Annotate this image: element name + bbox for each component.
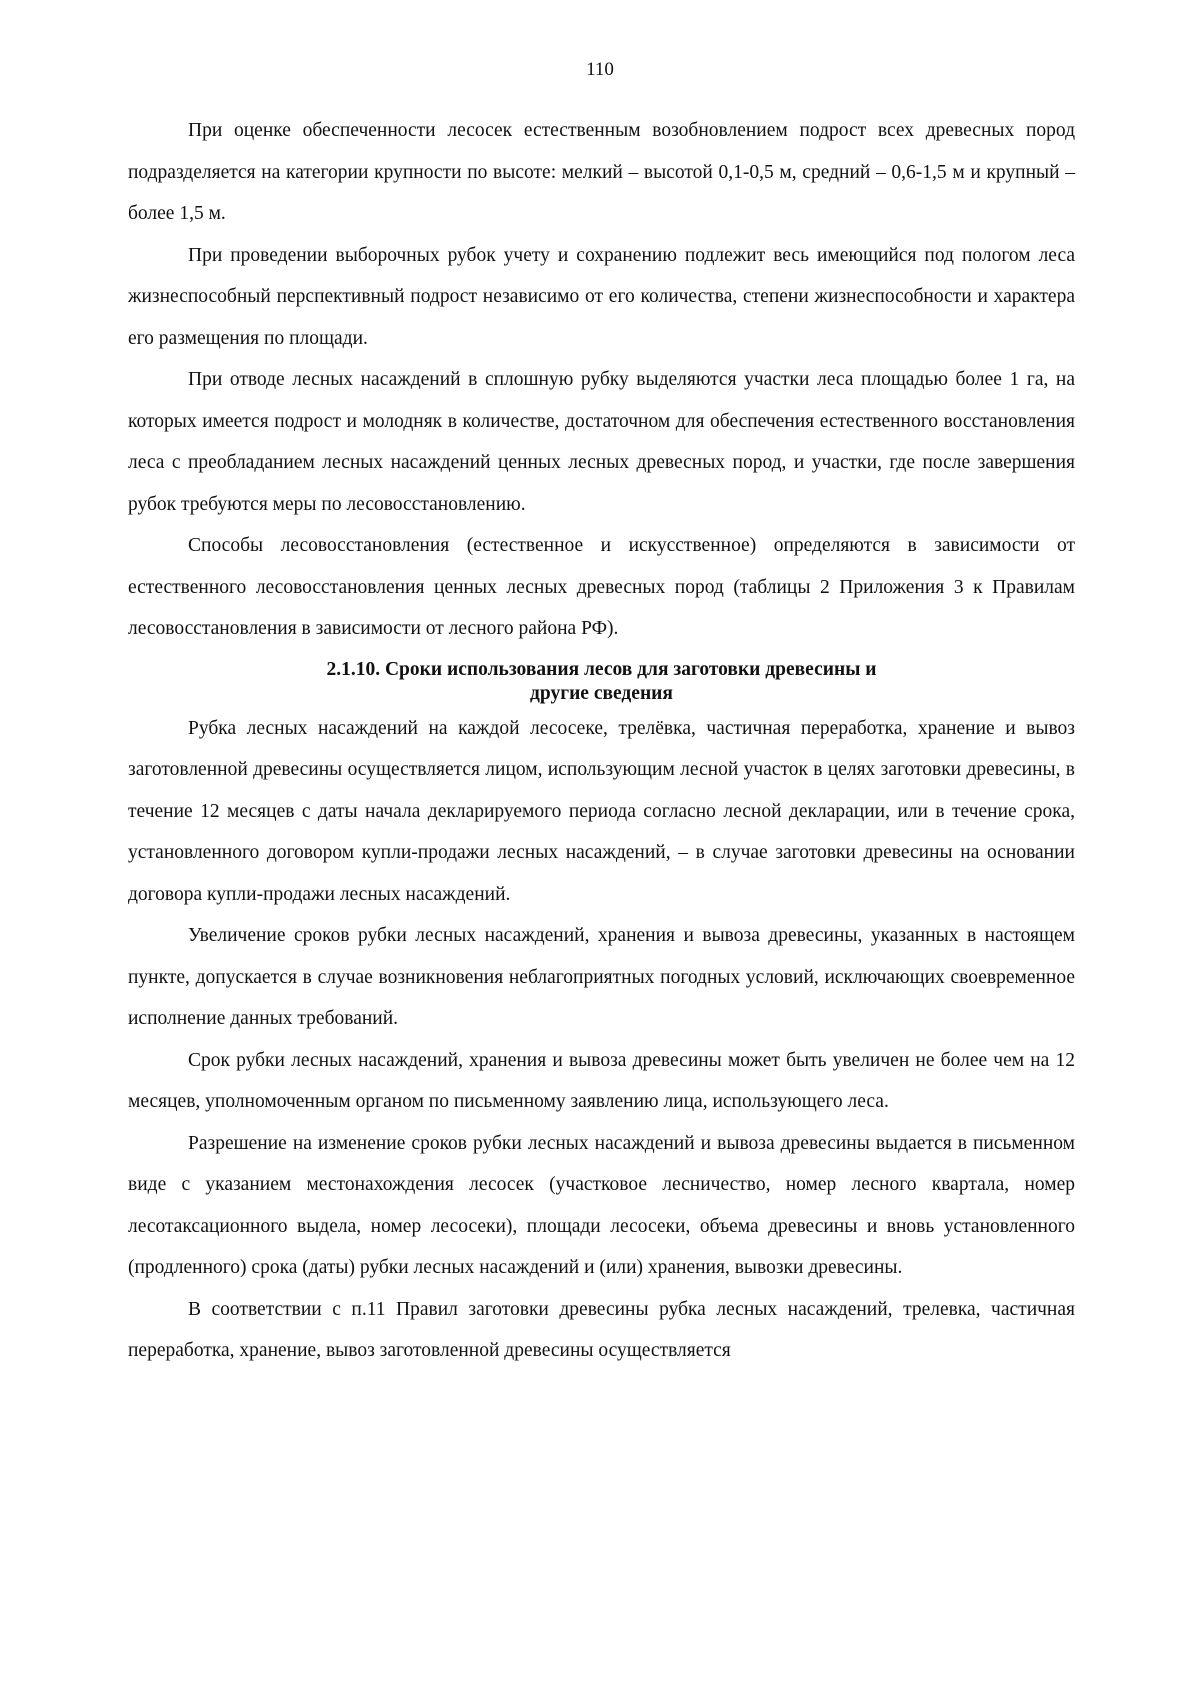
paragraph-rules-reference: В соответствии с п.11 Правил заготовки древесины рубка лесных насаждений, трелевка, частичная переработка, хранение, вывоз заготовленной древесины осуществляется — [128, 1298, 1075, 1361]
section-heading-line-1: 2.1.10. Сроки использования лесов для заготовки древесины и — [326, 658, 877, 680]
paragraph-term-extension-weather: Увеличение сроков рубки лесных насаждений, хранения и вывоза древесины, указанных в настоящем пункте, допускается в случае возникновения неблагоприятных погодных условий, исключающих своевременное исполнение данных требований. — [128, 925, 1075, 1029]
paragraph-regrowth-categories: При оценке обеспеченности лесосек естественным возобновлением подрост всех древесных пород подразделяется на категории крупности по высоте: мелкий – высотой 0,1-0,5 м, средний – 0,6-1,5 м и крупный – более 1,5 м. — [128, 120, 1075, 224]
paragraph-permission-details: Разрешение на изменение сроков рубки лесных насаждений и вывоза древесины выдается в письменном виде с указанием местонахождения лесосек (участковое лесничество, номер лесного квартала, номер лесотаксационного выдела, номер лесосеки), площади лесосеки, объема древесины и вновь установленного (продленного) срока (даты) рубки лесных насаждений и (или) хранения, вывозки древесины. — [128, 1132, 1075, 1278]
document-body — [128, 110, 1075, 1372]
paragraph-clear-cutting-allotment: При отводе лесных насаждений в сплошную рубку выделяются участки леса площадью более 1 га, на которых имеется подрост и молодняк в количестве, достаточном для обеспечения естественного восстановления леса с преобладанием лесных насаждений ценных лесных древесных пород, и участки, где после завершения рубок требуются меры по лесовосстановлению. — [128, 369, 1075, 515]
paragraph-term-extension-limit: Срок рубки лесных насаждений, хранения и вывоза древесины может быть увеличен не более чем на 12 месяцев, уполномоченным органом по письменному заявлению лица, использующего леса. — [128, 1049, 1075, 1112]
section-heading — [128, 658, 1075, 706]
section-heading-line-2: другие сведения — [530, 682, 673, 704]
paragraph-selective-cutting: При проведении выборочных рубок учету и сохранению подлежит весь имеющийся под пологом леса жизнеспособный перспективный подрост независимо от его количества, степени жизнеспособности и характера его размещения по площади. — [128, 244, 1075, 349]
page-number: 110 — [586, 59, 614, 80]
paragraph-reforestation-methods: Способы лесовосстановления (естественное и искусственное) определяются в зависимости от естественного лесовосстановления ценных лесных древесных пород (таблицы 2 Приложения 3 к Правилам лесовосстановления в зависимости от лесного района РФ). — [128, 535, 1075, 639]
paragraph-cutting-terms: Рубка лесных насаждений на каждой лесосеке, трелёвка, частичная переработка, хранение и вывоз заготовленной древесины осуществляется лицом, использующим лесной участок в целях заготовки древесины, в течение 12 месяцев с даты начала декларируемого периода согласно лесной декларации, или в течение срока, установленного договором купли-продажи лесных насаждений, – в случае заготовки древесины на основании договора купли-продажи лесных насаждений. — [128, 717, 1075, 905]
